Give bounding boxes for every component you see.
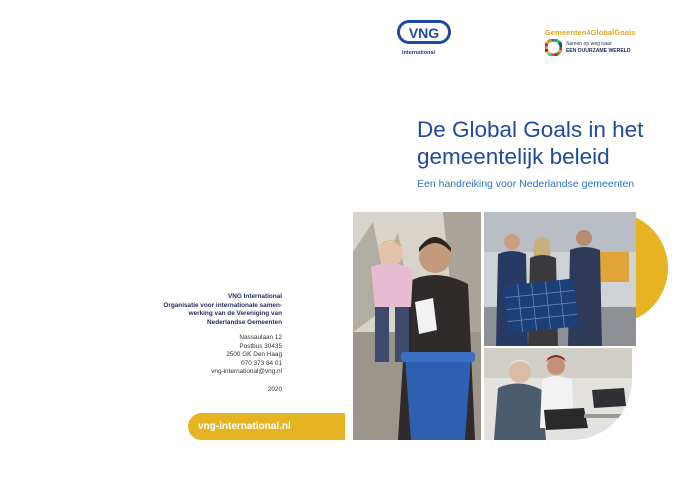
org-desc-line: Organisatie voor internationale samen- <box>163 301 282 309</box>
website-url-bar[interactable]: vng-international.nl <box>188 413 345 440</box>
title-line-2: gemeentelijk beleid <box>417 144 610 169</box>
phone-number: 070 373 84 01 <box>241 359 282 367</box>
g4g-tagline-2: EEN DUURZAME WERELD <box>566 47 631 54</box>
org-desc-line: werking van de Vereniging van <box>188 310 282 317</box>
address-line: Nassaulaan 12 <box>239 334 282 341</box>
address-line: 2500 GK Den Haag <box>226 351 282 358</box>
document-subtitle: Een handreiking voor Nederlandse gemeenten <box>417 178 635 190</box>
org-description <box>150 302 282 328</box>
g4g-tagline-1: Samen op weg naar <box>566 41 612 48</box>
back-cover-info <box>150 293 282 394</box>
address-line: Postbus 30435 <box>239 342 282 350</box>
photo-solar-panel-group <box>484 212 636 346</box>
g4g-title: Gemeenten4GlobalGoals <box>545 28 636 37</box>
photo-laptop-training <box>484 348 632 440</box>
photo-family-recycling <box>353 212 481 440</box>
gemeenten4globalgoals-logo <box>545 28 665 56</box>
sdg-wheel-icon <box>545 39 562 56</box>
document-title <box>417 116 687 170</box>
email-address: vng-international@vng.nl <box>211 368 282 375</box>
svg-text:VNG: VNG <box>408 25 440 41</box>
title-line-1: De Global Goals in het <box>417 117 644 142</box>
vng-logo-subtitle: International <box>402 50 436 56</box>
org-name: VNG International <box>228 293 282 300</box>
address-block <box>150 334 282 377</box>
org-desc-line: Nederlandse Gemeenten <box>207 318 282 326</box>
g4g-tagline <box>566 41 631 53</box>
publication-year: 2020 <box>267 385 282 393</box>
